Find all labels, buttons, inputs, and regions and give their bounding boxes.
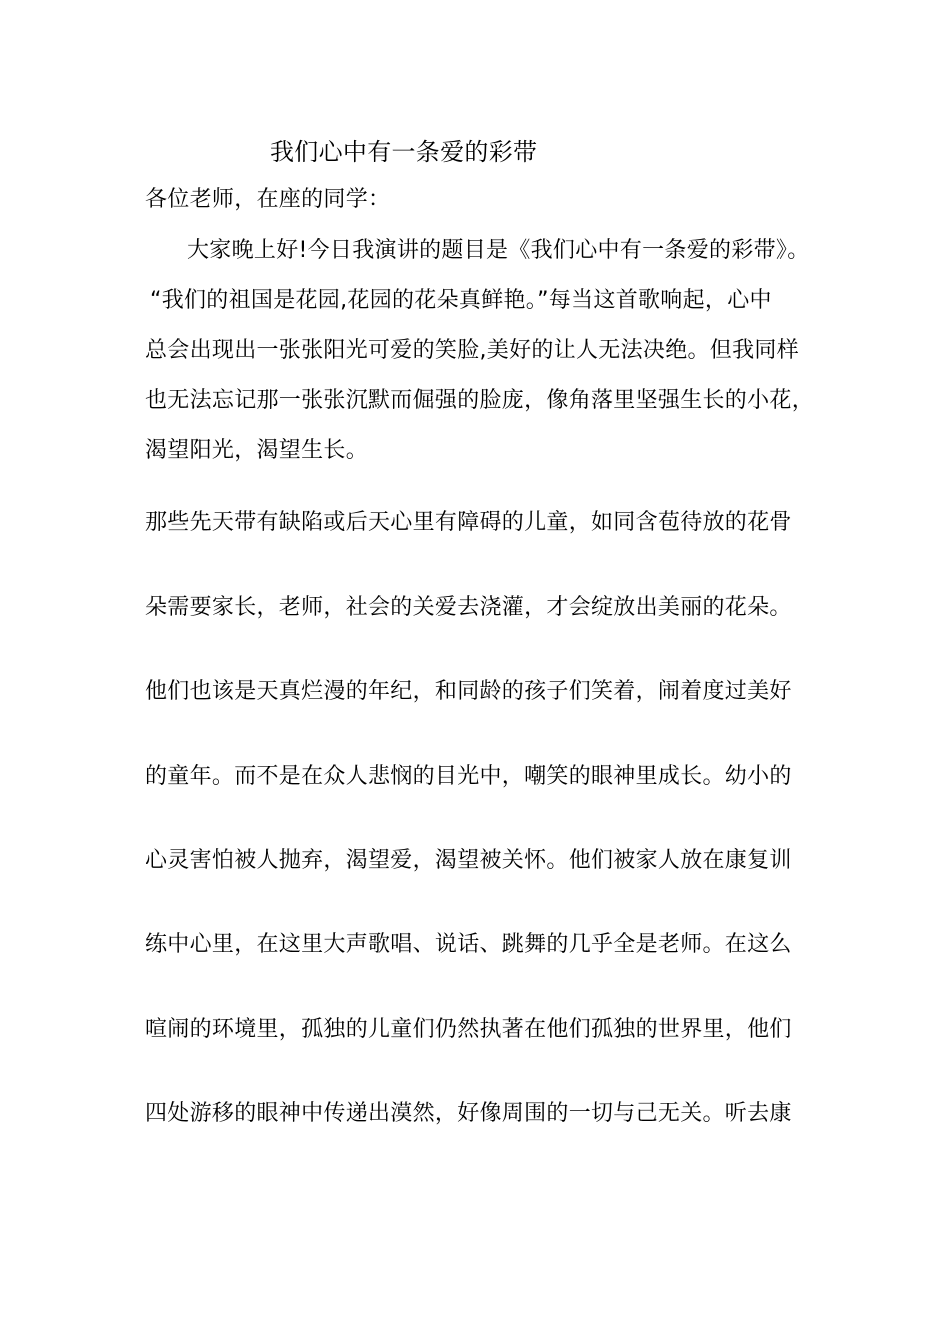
paragraph2-line: 他们也该是天真烂漫的年纪，和同龄的孩子们笑着，闹着度过美好 — [145, 679, 792, 704]
paragraph1-line: 渴望阳光，渴望生长。 — [145, 438, 369, 463]
document-title: 我们心中有一条爱的彩带 — [270, 138, 538, 166]
paragraph1-line: 也无法忘记那一张张沉默而倔强的脸庞，像角落里坚强生长的小花， — [145, 388, 815, 413]
paragraph1-line: “我们的祖国是花园,花园的花朵真鲜艳。”每当这首歌响起，心中 — [150, 288, 772, 313]
paragraph2-line: 四处游移的眼神中传递出漠然，好像周围的一切与己无关。听去康 — [145, 1101, 792, 1126]
paragraph2-line: 那些先天带有缺陷或后天心里有障碍的儿童，如同含苞待放的花骨 — [145, 510, 792, 535]
paragraph1-line: 大家晚上好!今日我演讲的题目是《我们心中有一条爱的彩带》。 — [187, 238, 810, 263]
paragraph2-line: 喧闹的环境里，孤独的儿童们仍然执著在他们孤独的世界里，他们 — [145, 1017, 792, 1042]
paragraph2-line: 的童年。而不是在众人悲悯的目光中，嘲笑的眼神里成长。幼小的 — [145, 764, 792, 789]
paragraph2-line: 心灵害怕被人抛弃，渴望爱，渴望被关怀。他们被家人放在康复训 — [145, 848, 792, 873]
paragraph2-line: 朵需要家长，老师，社会的关爱去浇灌，才会绽放出美丽的花朵。 — [145, 595, 792, 620]
paragraph1-line: 总会出现出一张张阳光可爱的笑脸,美好的让人无法决绝。但我同样 — [145, 338, 799, 363]
paragraph2-line: 练中心里，在这里大声歌唱、说话、跳舞的几乎全是老师。在这么 — [145, 932, 792, 957]
salutation: 各位老师，在座的同学： — [145, 187, 391, 212]
